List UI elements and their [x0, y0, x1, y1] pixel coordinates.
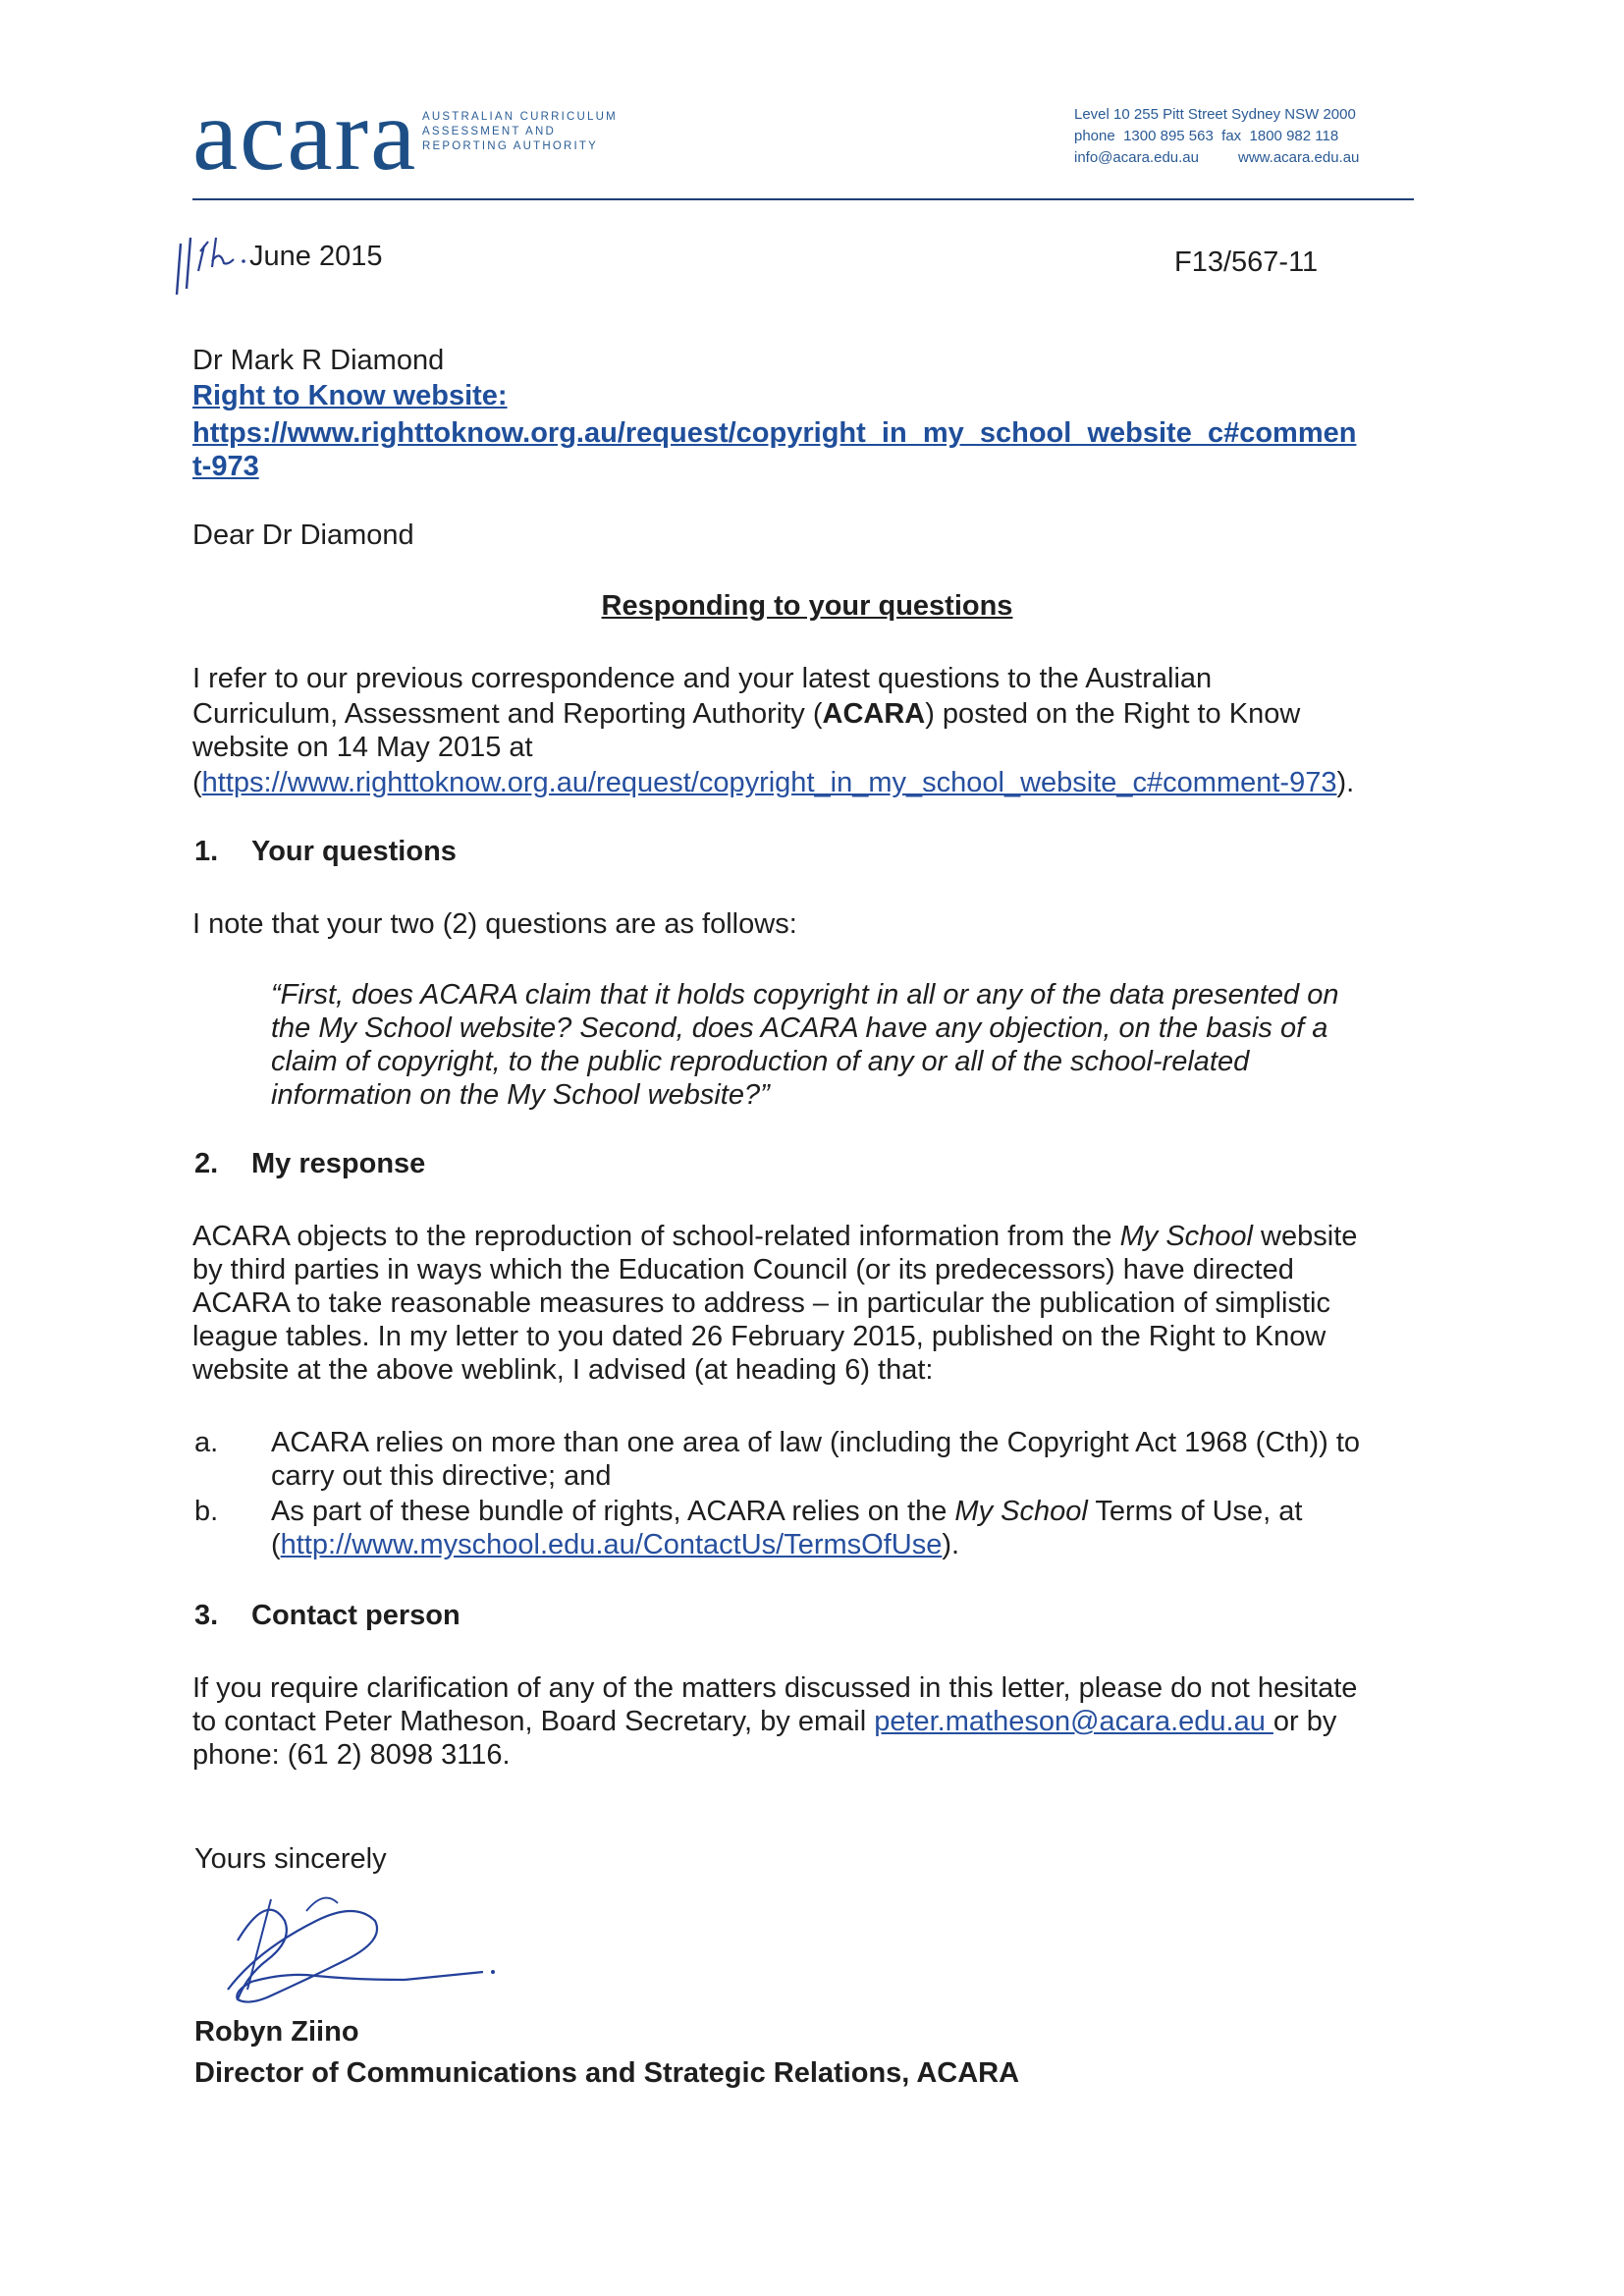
fax-label: fax — [1221, 128, 1242, 144]
letterhead-rule — [192, 198, 1414, 200]
section-lead: I note that your two (2) questions are as follows: — [192, 908, 797, 940]
phone-number: 1300 895 563 — [1123, 128, 1214, 144]
subject-heading: Responding to your questions — [601, 590, 1013, 622]
quote-line: information on the My School website?” — [271, 1079, 770, 1111]
contact-text: or by — [1272, 1706, 1337, 1737]
comment-url-link[interactable]: https://www.righttoknow.org.au/request/copyright_in_my_school_website_c#comment-973 — [201, 767, 1337, 798]
fax-number: 1800 982 118 — [1249, 128, 1339, 144]
my-school-italic: My School — [954, 1496, 1088, 1527]
signatory-title: Director of Communications and Strategic Relations, ACARA — [194, 2057, 1020, 2089]
terms-of-use-link[interactable]: http://www.myschool.edu.au/ContactUs/TermsOfUse — [280, 1529, 943, 1560]
letterhead-email: info@acara.edu.au — [1074, 149, 1199, 166]
list-item-b-line — [271, 1528, 959, 1561]
quote-line: the My School website? Second, does ACARA have any objection, on the basis of a — [271, 1012, 1328, 1044]
quote-line: claim of copyright, to the public reproduction of any or all of the school-related — [271, 1046, 1250, 1077]
intro-line: website on 14 May 2015 at — [192, 732, 533, 763]
contact-line — [192, 1705, 1336, 1738]
closing-phrase: Yours sincerely — [194, 1843, 387, 1875]
logo-sub-line: ASSESSMENT AND — [422, 126, 557, 137]
response-line — [192, 1220, 1357, 1253]
letterhead-website: www.acara.edu.au — [1237, 149, 1360, 166]
acara-logo-subtitle — [422, 110, 618, 154]
response-line: by third parties in ways which the Education Council (or its predecessors) have directed — [192, 1254, 1294, 1285]
section-title: Your questions — [251, 836, 457, 867]
intro-line: I refer to our previous correspondence and your latest questions to the Australian — [192, 663, 1213, 694]
handwritten-date — [171, 232, 261, 305]
section-number: 2. — [194, 1148, 219, 1179]
list-item-a-line: ACARA relies on more than one area of law (including the Copyright Act 1968 (Cth)) to — [271, 1427, 1361, 1458]
response-line: league tables. In my letter to you dated 26 February 2015, published on the Right to Know — [192, 1321, 1326, 1352]
intro-line — [192, 697, 1300, 731]
contact-text: to contact Peter Matheson, Board Secretary, by email — [192, 1706, 875, 1737]
my-school-italic: My School — [1119, 1221, 1253, 1252]
paren: ( — [192, 767, 202, 798]
contact-email-link[interactable]: peter.matheson@acara.edu.au — [874, 1706, 1273, 1737]
salutation: Dear Dr Diamond — [192, 519, 414, 551]
paren: ( — [271, 1529, 281, 1560]
contact-line: phone: (61 2) 8098 3116. — [192, 1739, 511, 1771]
intro-text: Curriculum, Assessment and Reporting Authority ( — [192, 698, 823, 730]
list-item-a-line: carry out this directive; and — [271, 1460, 612, 1492]
letterhead-contact — [1074, 104, 1359, 169]
response-line: ACARA to take reasonable measures to address – in particular the publication of simplistic — [192, 1287, 1330, 1319]
paren: ). — [1336, 767, 1355, 798]
letter-date: June 2015 — [249, 241, 383, 272]
response-line: website at the above weblink, I advised (at heading 6) that: — [192, 1354, 934, 1386]
acara-acronym: ACARA — [822, 698, 926, 730]
logo-sub-line: AUSTRALIAN CURRICULUM — [422, 111, 618, 123]
reference-number: F13/567-11 — [1174, 246, 1319, 278]
handwritten-signature — [208, 1882, 503, 2029]
address-line: Level 10 255 Pitt Street Sydney NSW 2000 — [1074, 106, 1356, 123]
acara-logo-word: acara — [192, 79, 418, 191]
section-title: My response — [251, 1148, 426, 1179]
paren: ). — [942, 1529, 960, 1560]
logo-sub-line: REPORTING AUTHORITY — [422, 140, 598, 152]
intro-text: ) posted on the Right to Know — [925, 698, 1301, 730]
quote-line: “First, does ACARA claim that it holds copyright in all or any of the data presented on — [271, 979, 1339, 1011]
phone-fax-line — [1074, 126, 1359, 147]
response-text: website — [1253, 1221, 1358, 1252]
recipient-url-link[interactable]: https://www.righttoknow.org.au/request/copyright_in_my_school_website_c#commen — [192, 417, 1357, 449]
section-title: Contact person — [251, 1600, 460, 1631]
recipient-site-label: Right to Know website: — [192, 380, 508, 411]
intro-line — [192, 766, 1354, 799]
section-number: 3. — [194, 1600, 219, 1631]
item-b-text: As part of these bundle of rights, ACARA relies on the — [271, 1496, 955, 1527]
section-number: 1. — [194, 836, 219, 867]
contact-line: If you require clarification of any of the matters discussed in this letter, please do not hesitate — [192, 1672, 1358, 1704]
email-web-line — [1074, 147, 1359, 169]
response-text: ACARA objects to the reproduction of school-related information from the — [192, 1221, 1120, 1252]
list-item-b-line — [271, 1495, 1302, 1528]
recipient-url-link-continued[interactable]: t-973 — [192, 451, 259, 482]
recipient-name: Dr Mark R Diamond — [192, 345, 445, 376]
signatory-name: Robyn Ziino — [194, 2016, 359, 2048]
list-marker-b: b. — [194, 1496, 219, 1527]
phone-label: phone — [1074, 128, 1115, 144]
handwritten-day-mark — [171, 232, 261, 301]
list-marker-a: a. — [194, 1427, 219, 1458]
item-b-text: Terms of Use, at — [1087, 1496, 1303, 1527]
